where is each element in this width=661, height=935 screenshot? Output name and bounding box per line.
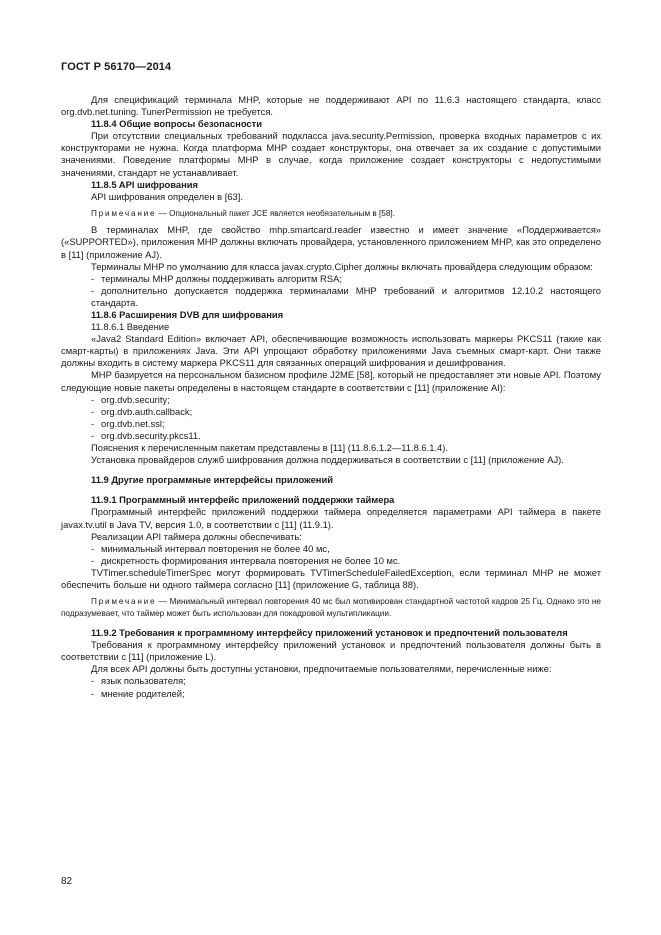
list-item: - дополнительно допускается поддержка терминалами MHP требований и алгоритмов 12.10.2 настоящего стандарта. — [91, 284, 601, 308]
paragraph: В терминалах MHP, где свойство mhp.smartcard.reader известно и имеет значение «Поддерживается» («SUPPORTED»), приложения MHP должны включать провайдера, установленного приложением MHP, как это определено в [11] (приложение AJ). — [61, 224, 601, 260]
paragraph: Программный интерфейс приложений поддержки таймера определяется параметрами API таймера в пакете javax.tv.util в Java TV, версия 1.0, в соответствии с [11] (11.9.1). — [61, 506, 601, 530]
list-item: - язык пользователя; — [91, 675, 186, 687]
list-item: - org.dvb.security; — [91, 393, 170, 405]
paragraph: Пояснения к перечисленным пакетам представлены в [11] (11.8.6.1.2—11.8.6.1.4). — [91, 442, 448, 454]
note-text: — Минимальный интервал повторения 40 мс был мотивирован стандартной частотой кадров 25 Гц. Однако это не подразумевает, что таймер может быть использован для покадровой мультипликации. — [61, 597, 601, 618]
paragraph: Реализации API таймера должны обеспечивать: — [91, 530, 302, 542]
section-heading-11-8-4: 11.8.4 Общие вопросы безопасности — [91, 118, 262, 130]
paragraph: MHP базируется на персональном базисном профиле J2ME [58], который не предоставляет эти новые API. Поэтому следующие новые пакеты определены в настоящем стандарте в соответствии с [11] (приложение AI): — [61, 369, 601, 393]
paragraph: Установка провайдеров служб шифрования должна поддерживаться в соответствии с [11] (приложение AJ). — [91, 454, 564, 466]
list-item: - дискретность формирования интервала повторения не более 10 мс. — [91, 554, 401, 566]
subsection-heading-11-8-6-1: 11.8.6.1 Введение — [91, 321, 170, 333]
section-heading-11-9-2: 11.9.2 Требования к программному интерфейсу приложений установок и предпочтений пользователя — [91, 627, 568, 639]
paragraph: Требования к программному интерфейсу приложений установок и предпочтений пользователя должны быть в соответствии с [11] (приложение L). — [61, 639, 601, 663]
note-label: Примечание — [91, 208, 157, 218]
list-item: - org.dvb.auth.callback; — [91, 405, 193, 417]
section-heading-11-8-5: 11.8.5 API шифрования — [91, 178, 199, 190]
note — [61, 596, 601, 619]
paragraph: Для всех API должны быть доступны установки, предпочитаемые пользователями, перечисленные ниже: — [91, 663, 552, 675]
list-item: - org.dvb.security.pkcs11. — [91, 429, 201, 441]
page-number: 82 — [61, 876, 73, 887]
paragraph: TVTimer.scheduleTimerSpec могут формировать TVTimerScheduleFailedException, если терминал MHP не может обеспечить больше ни одного таймера согласно [11] (приложение G, таблица 88). — [61, 566, 601, 590]
paragraph: «Java2 Standard Edition» включает API, обеспечивающие возможность использовать маркеры PKCS11 (такие как смарт-карты) в приложениях Java. Эти API упрощают обработку приложениями Java съемных смарт-карт. Они также должны входить в систему маркера PKCS11 для связанных операций шифрования и дешифрования. — [61, 333, 601, 369]
section-heading-11-9: 11.9 Другие программные интерфейсы приложений — [91, 474, 333, 486]
note-text: — Опциональный пакет JCE является необязательным в [58]. — [156, 208, 395, 218]
page-body — [61, 94, 601, 700]
section-heading-11-8-6: 11.8.6 Расширения DVB для шифрования — [91, 309, 284, 320]
list-item: - минимальный интервал повторения не более 40 мс, — [91, 542, 330, 554]
section-heading-11-9-1: 11.9.1 Программный интерфейс приложений поддержки таймера — [91, 494, 395, 506]
document-header: ГОСТ Р 56170—2014 — [61, 61, 172, 73]
note-label: Примечание — [91, 597, 157, 607]
paragraph: API шифрования определен в [63]. — [91, 190, 243, 202]
paragraph: При отсутствии специальных требований подкласса java.security.Permission, проверка входных параметров с их конструкторами не нужна. Когда платформа MHP создает конструкторы, она отвечает за их создание с допустимыми значениями. Поведение платформы MHP в случае, когда приложение создает конструкторы с недопустимыми значениями, стандарт не устанавливает. — [61, 130, 601, 178]
paragraph: Терминалы MHP по умолчанию для класса javax.crypto.Cipher должны включать провайдера следующим образом: — [91, 260, 593, 272]
paragraph: Для спецификаций терминала MHP, которые не поддерживают API по 11.6.3 настоящего стандарта, класс org.dvb.net.tuning. TunerPermission не требуется. — [61, 94, 601, 118]
note — [61, 208, 601, 220]
list-item: - org.dvb.net.ssl; — [91, 417, 165, 429]
list-item: - мнение родителей; — [91, 687, 185, 699]
list-item: - терминалы MHP должны поддерживать алгоритм RSA; — [91, 272, 342, 284]
